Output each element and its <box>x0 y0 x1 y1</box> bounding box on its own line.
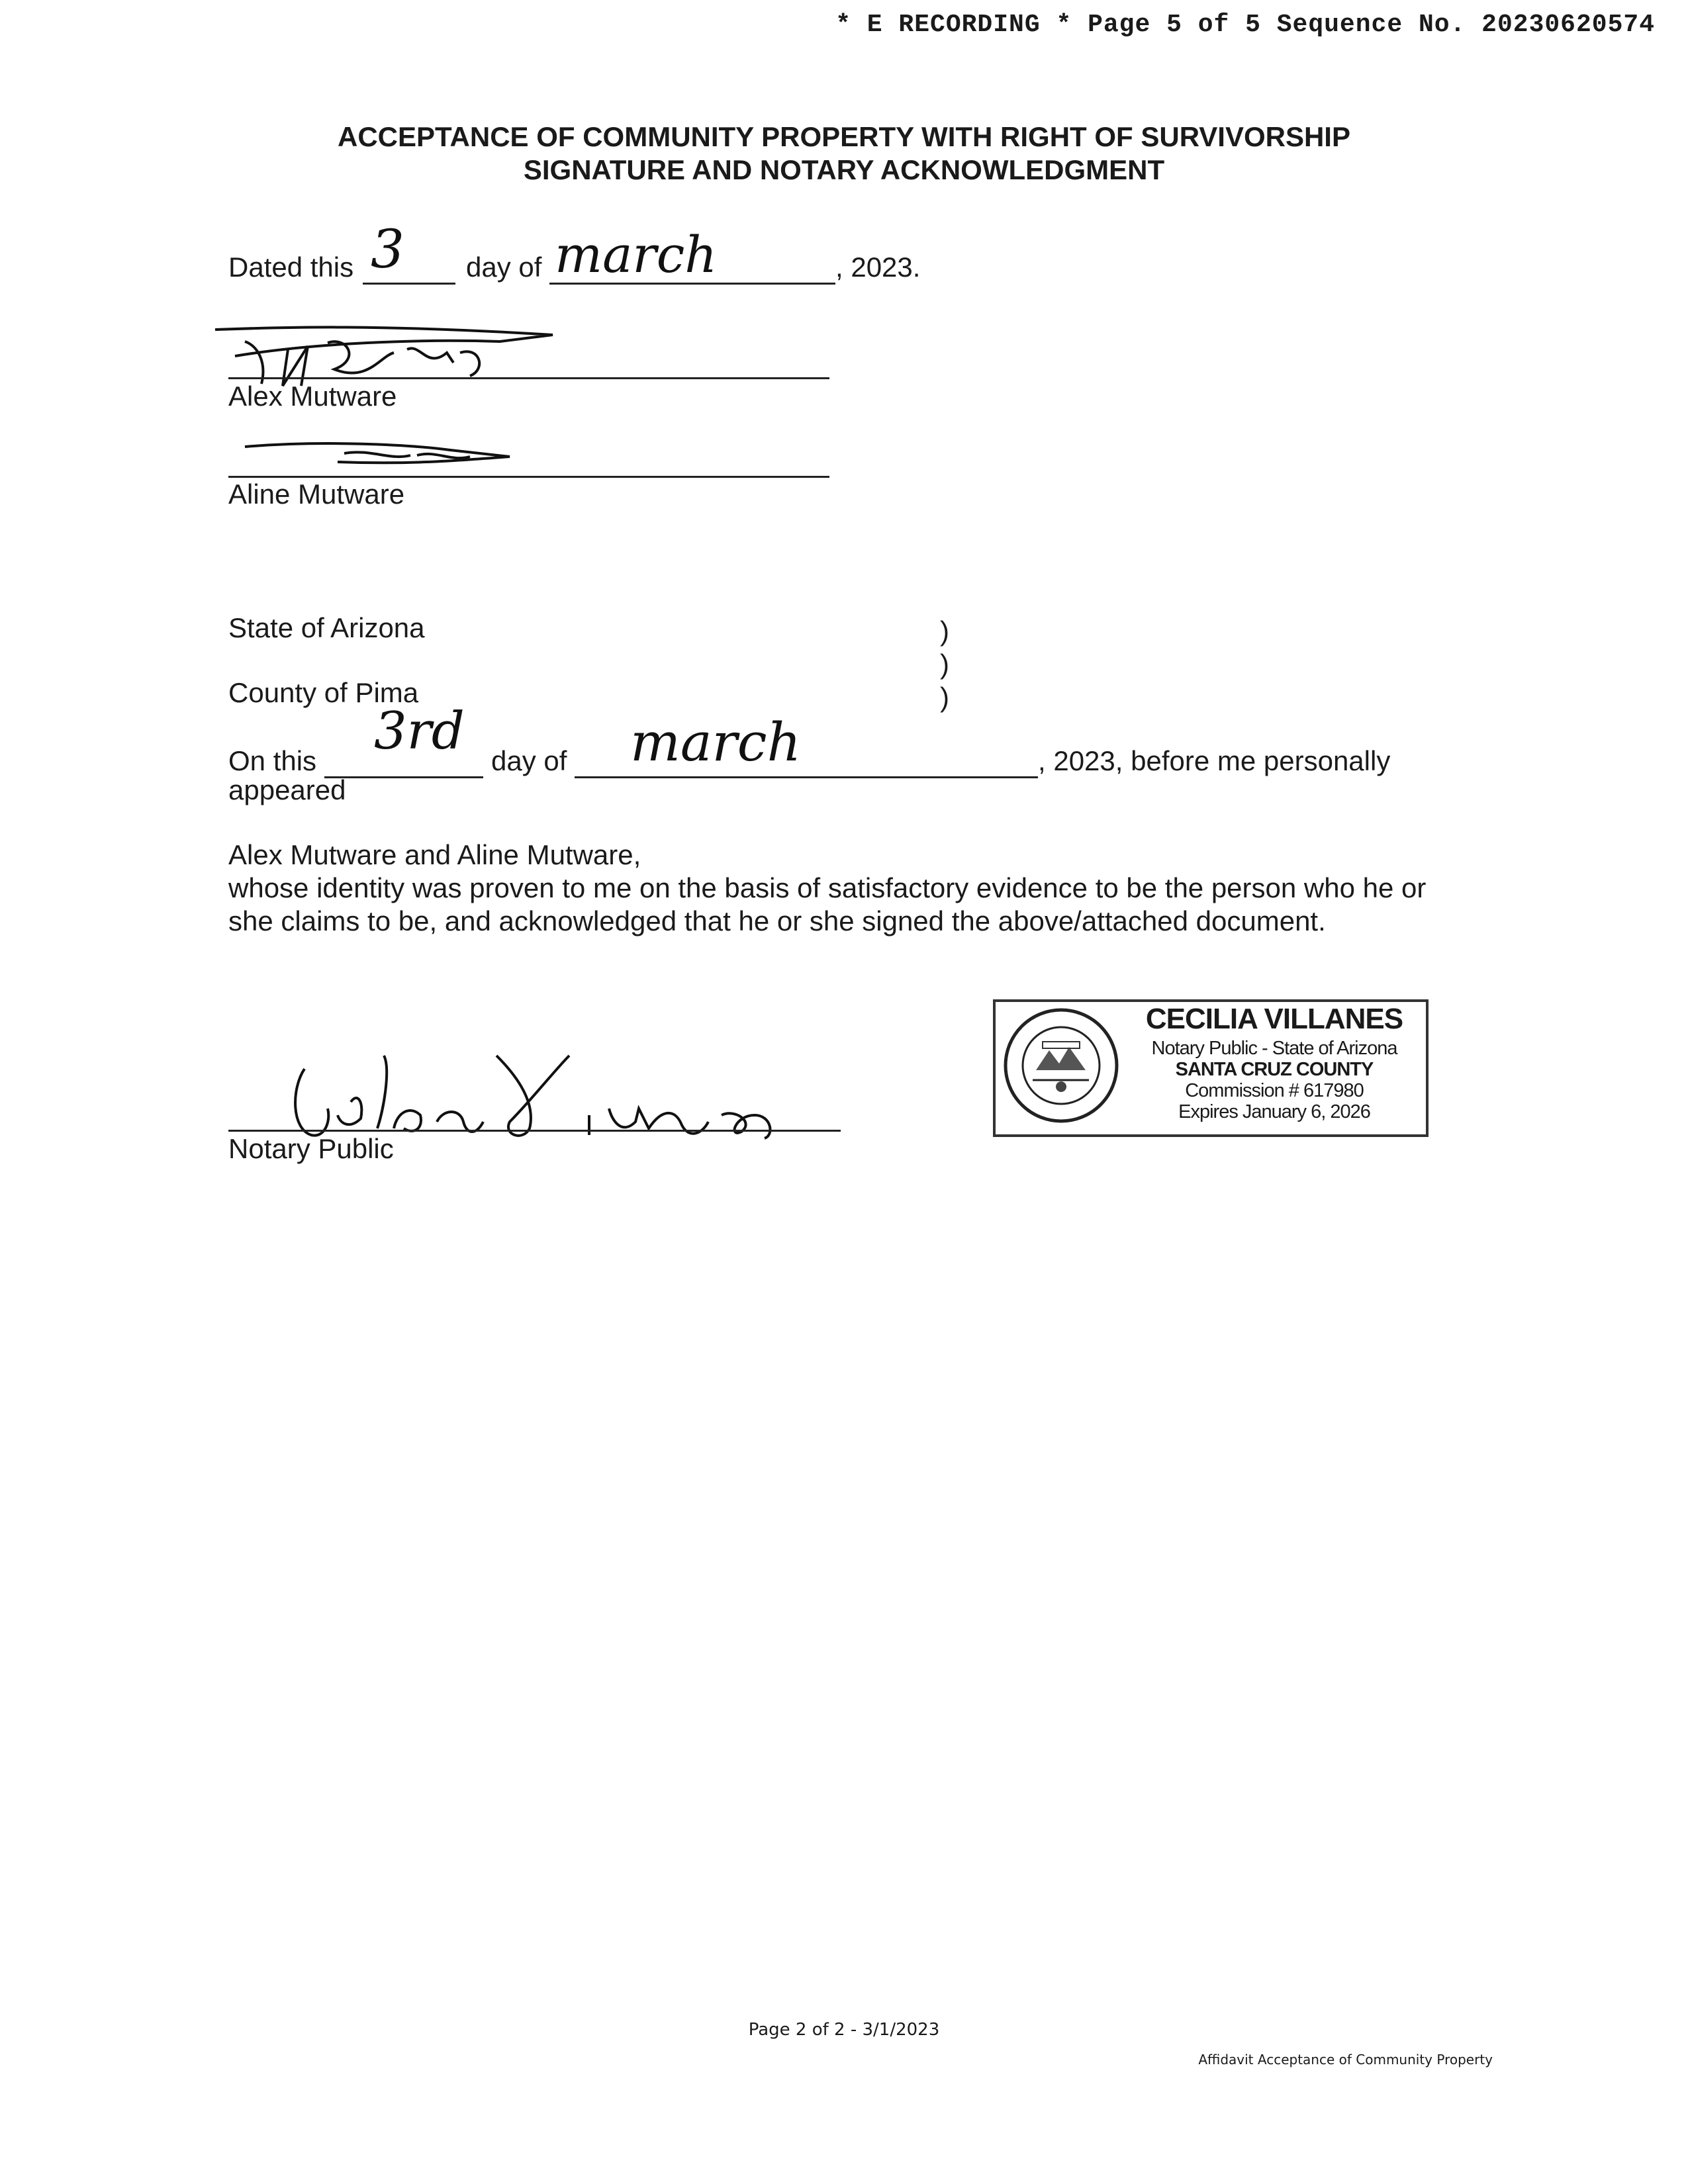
dated-month-handwritten: march <box>555 225 718 284</box>
alex-signature-line <box>228 354 829 379</box>
footer-document-name: Affidavit Acceptance of Community Property <box>1198 2052 1493 2068</box>
ack-statement-line2: she claims to be, and acknowledged that he or she signed the above/attached document. <box>228 905 1326 936</box>
signer-name-aline: Aline Mutware <box>228 478 405 510</box>
dated-day-handwritten: 3 <box>371 218 404 280</box>
ack-mid: day of <box>491 745 567 776</box>
arizona-state-seal-icon <box>1003 1007 1119 1124</box>
document-subtitle: SIGNATURE AND NOTARY ACKNOWLEDGMENT <box>523 154 1165 185</box>
dated-suffix: , 2023. <box>835 251 921 283</box>
venue-state: State of Arizona <box>228 612 425 643</box>
signer-name-alex: Alex Mutware <box>228 381 397 412</box>
ack-continued: appeared <box>228 774 346 805</box>
footer-page-number: Page 2 of 2 - 3/1/2023 <box>748 2020 940 2040</box>
ack-day-handwritten: 3rd <box>374 702 465 761</box>
ack-statement-line1: whose identity was proven to me on the basis of satisfactory evidence to be the person who he or <box>228 872 1427 903</box>
dated-prefix: Dated this <box>228 251 354 283</box>
document-title: ACCEPTANCE OF COMMUNITY PROPERTY WITH RIGHT OF SURVIVORSHIP <box>338 121 1350 152</box>
venue-county: County of Pima <box>228 677 419 708</box>
seal-county: SANTA CRUZ COUNTY <box>1175 1059 1374 1080</box>
venue-paren-1: ) <box>940 615 949 647</box>
notary-label: Notary Public <box>228 1133 394 1164</box>
ack-suffix: , 2023, before me personally <box>1038 745 1391 776</box>
notary-signature-line <box>228 1107 841 1132</box>
seal-title: Notary Public - State of Arizona <box>1151 1038 1397 1059</box>
ack-prefix: On this <box>228 745 317 776</box>
seal-notary-name: CECILIA VILLANES <box>1145 1003 1403 1035</box>
venue-paren-2: ) <box>940 649 949 680</box>
dated-mid: day of <box>466 251 542 283</box>
ack-names: Alex Mutware and Aline Mutware, <box>228 839 641 870</box>
seal-commission: Commission # 617980 <box>1185 1080 1364 1101</box>
seal-expiration: Expires January 6, 2026 <box>1178 1101 1370 1122</box>
recording-header: * E RECORDING * Page 5 of 5 Sequence No. 20230620574 <box>835 11 1655 39</box>
venue-paren-3: ) <box>940 682 949 713</box>
ack-month-handwritten: march <box>630 711 802 773</box>
aline-signature-line <box>228 453 829 478</box>
